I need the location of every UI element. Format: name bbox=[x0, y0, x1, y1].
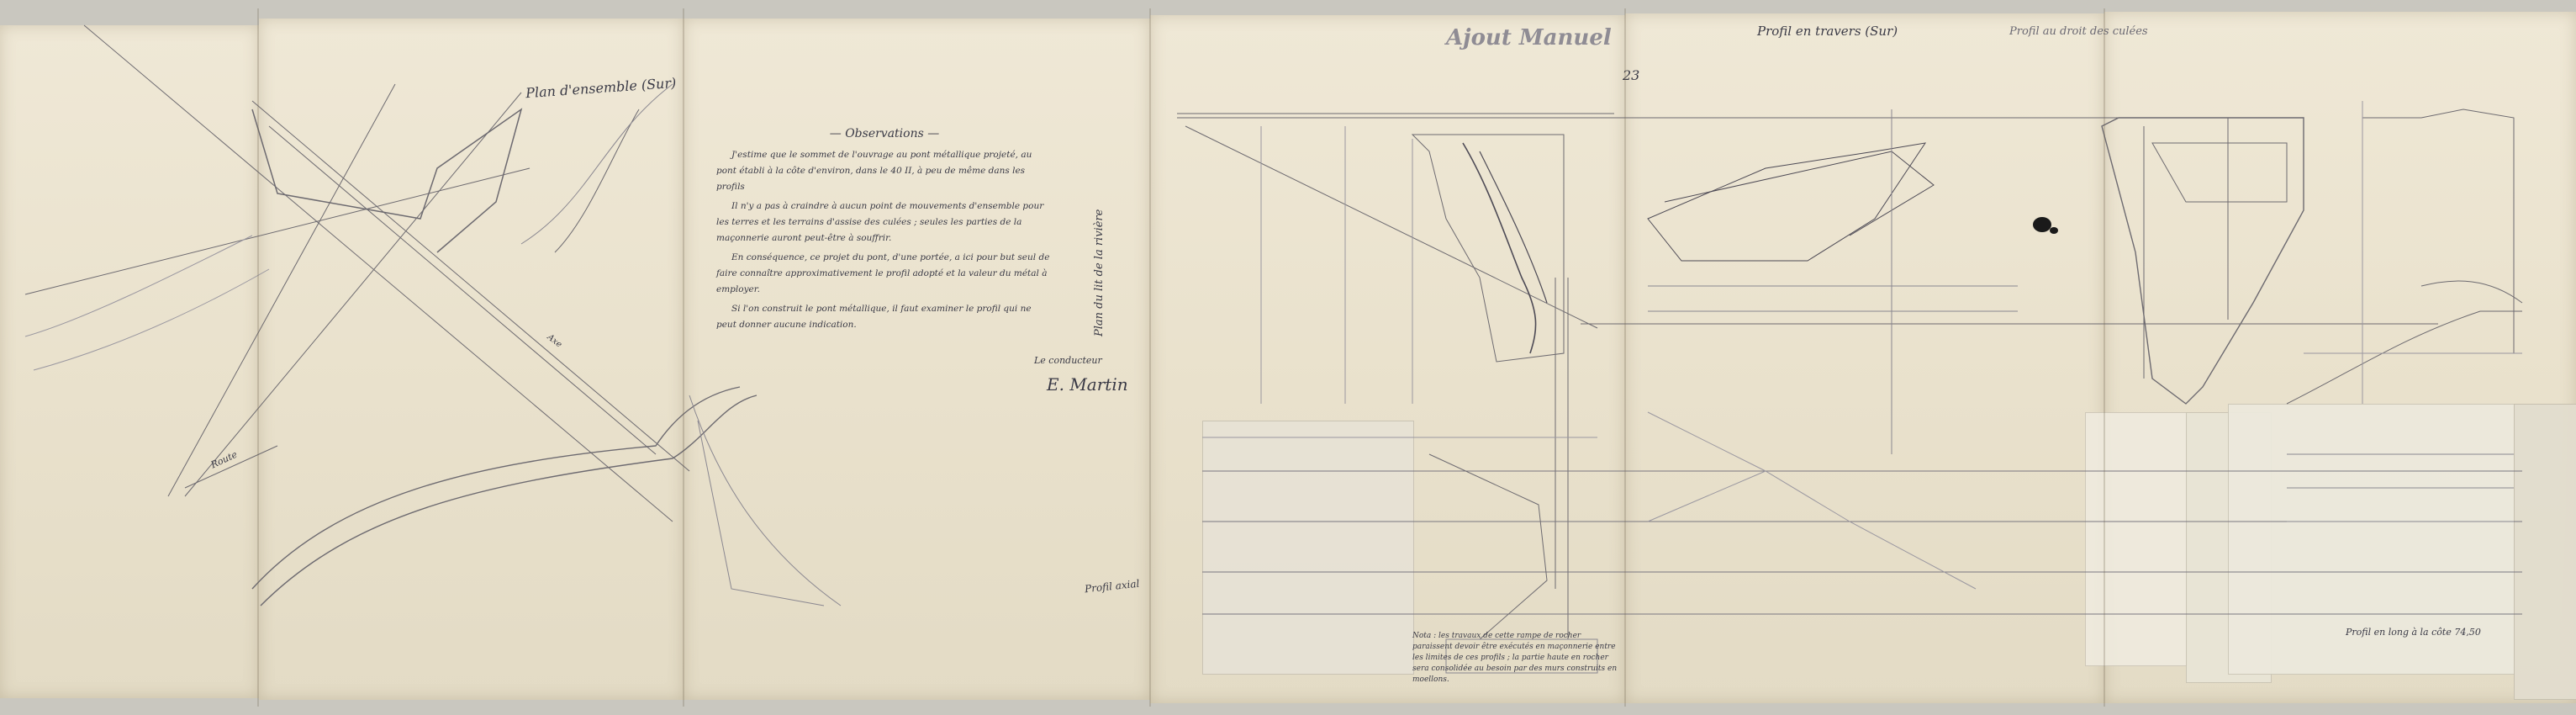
fold-line bbox=[257, 8, 259, 707]
sheet-number: 23 bbox=[1623, 67, 1640, 83]
fold-line bbox=[1624, 8, 1626, 707]
side-profile-title: Profil au droit des culées bbox=[2009, 25, 2148, 38]
vertical-title: Plan du lit de la rivière bbox=[1093, 209, 1106, 336]
profil-axial-label: Profil axial bbox=[1084, 577, 1141, 596]
signature: E. Martin bbox=[1047, 374, 1128, 395]
observations-paragraph: Il n'y a pas à craindre à aucun point de mouvements d'ensemble pour les terres et les terrains d'assise des culées ; seules les parties de la maçonnerie auront peut-être à souffrir. bbox=[716, 201, 1044, 243]
header-scribble: Ajout Manuel bbox=[1446, 25, 1612, 50]
bottom-profile-label: Profil en long à la côte 74,50 bbox=[2346, 627, 2481, 638]
observations-paragraph: Si l'on construit le pont métallique, il faut examiner le profil qui ne peut donner aucune indication. bbox=[716, 304, 1032, 330]
observations-paragraph: En conséquence, ce projet du pont, d'une portée, a ici pour but seul de faire connaître approximativement le profil adopté et la valeur du métal à employer. bbox=[716, 252, 1050, 294]
ink-blot bbox=[2033, 217, 2051, 232]
plan-title: Plan d'ensemble (Sur) bbox=[525, 74, 677, 102]
profile-title: Profil en travers (Sur) bbox=[1757, 24, 1898, 39]
fold-line bbox=[1149, 8, 1151, 707]
nota-block: Nota : les travaux de cette rampe de rocher paraissent devoir être exécutés en maçonnerie entre les limites de ces profils ; la partie haute en rocher sera consolidée au besoin par des murs construits en moellons. bbox=[1412, 632, 1618, 684]
axis-line bbox=[84, 25, 673, 522]
route-label: Route bbox=[209, 448, 240, 471]
fold-line bbox=[683, 8, 684, 707]
closing-title: Le conducteur bbox=[1034, 355, 1102, 366]
axe-label: Axe bbox=[545, 332, 564, 350]
observations-block bbox=[716, 126, 1053, 336]
ink-blot bbox=[2050, 227, 2058, 234]
observations-title: — Observations — bbox=[829, 127, 940, 140]
fold-line bbox=[2104, 8, 2105, 707]
abutment-profile bbox=[2102, 118, 2304, 404]
observations-paragraph: J'estime que le sommet de l'ouvrage au pont métallique projeté, au pont établi à la côte d'environ, dans le 40 II, à peu de même dans les profils bbox=[716, 150, 1032, 192]
